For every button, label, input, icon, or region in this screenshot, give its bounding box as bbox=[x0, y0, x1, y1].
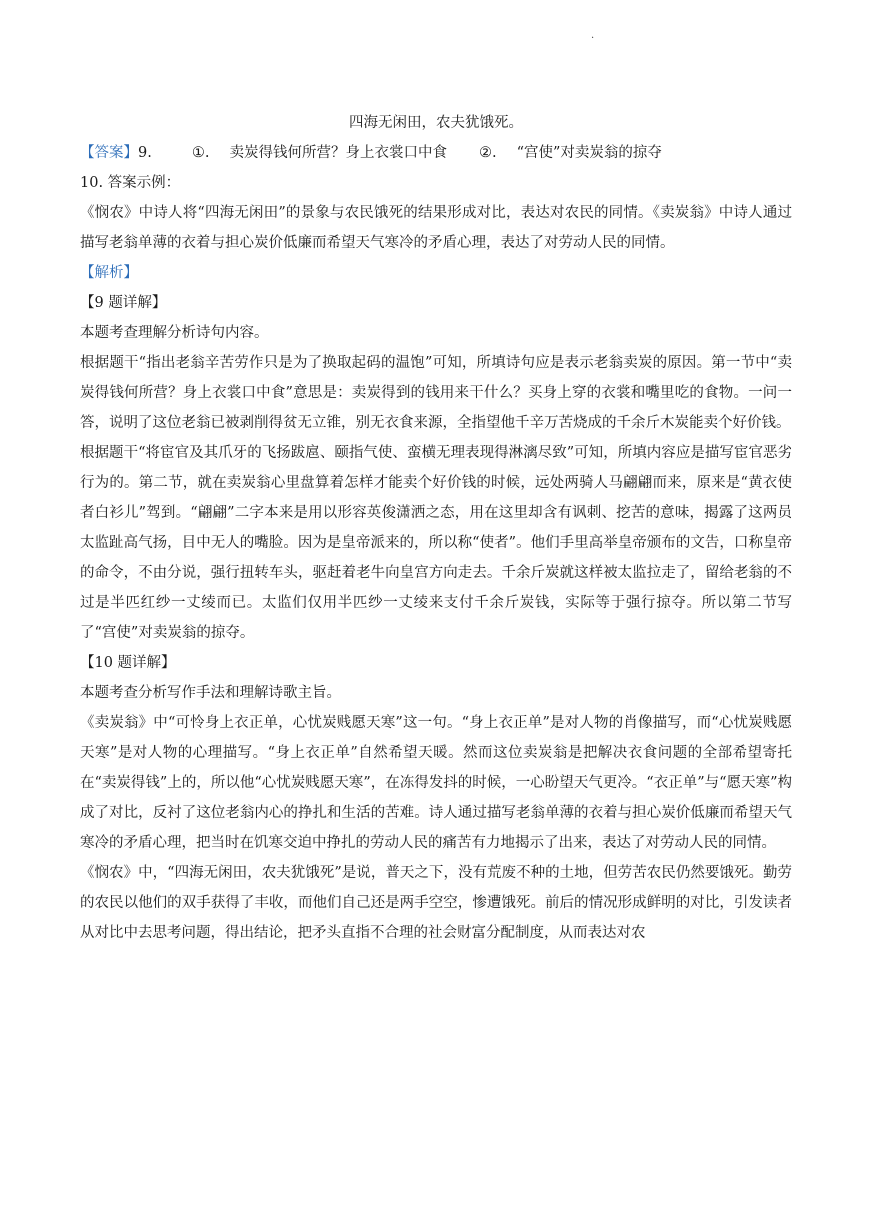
q9-heading: 【9 题详解】 bbox=[80, 295, 167, 311]
answer-q9-item2-text: “宫使”对卖炭翁的掠夺 bbox=[516, 145, 662, 161]
q9-paragraph-1: 根据题干“指出老翁辛苦劳作只是为了换取起码的温饱”可知，所填诗句应是表示老翁卖炭的原因。第一节中“卖炭得钱何所营？身上衣裳口中食”意思是：卖炭得到的钱用来干什么？买身上穿的衣裳和嘴里吃的食物。一问一答，说明了这位老翁已被剥削得贫无立锥，别无衣食来源，全指望他千辛万苦烧成的千余斤木炭能卖个好价钱。 bbox=[80, 355, 792, 431]
analysis-tag: 【解析】 bbox=[80, 265, 138, 281]
q9-intro: 本题考查理解分析诗句内容。 bbox=[80, 325, 269, 341]
q10-intro: 本题考查分析写作手法和理解诗歌主旨。 bbox=[80, 685, 341, 701]
answer-q9-line bbox=[80, 138, 792, 168]
poem-line: 四海无闲田，农夫犹饿死。 bbox=[349, 115, 523, 131]
answer-q10-label: 10. 答案示例： bbox=[80, 175, 181, 191]
answer-q10-text: 《悯农》中诗人将“四海无闲田”的景象与农民饿死的结果形成对比，表达对农民的同情。《卖炭翁》中诗人通过描写老翁单薄的衣着与担心炭价低廉而希望天气寒冷的矛盾心理，表达了对劳动人民的同情。 bbox=[80, 205, 792, 251]
document-body bbox=[80, 108, 792, 948]
q10-paragraph-2: 《悯农》中，“四海无闲田，农夫犹饿死”是说，普天之下，没有荒废不种的土地，但劳苦农民仍然要饿死。勤劳的农民以他们的双手获得了丰收，而他们自己还是两手空空，惨遭饿死。前后的情况形成鲜明的对比，引发读者从对比中去思考问题，得出结论，把矛头直指不合理的社会财富分配制度，从而表达对农 bbox=[80, 865, 792, 941]
answer-q9-item1-text: 卖炭得钱何所营？身上衣裳口中食 bbox=[229, 145, 447, 161]
answer-tag: 【答案】 bbox=[80, 145, 138, 161]
q10-paragraph-1: 《卖炭翁》中“可怜身上衣正单，心忧炭贱愿天寒”这一句。“身上衣正单”是对人物的肖像描写，而“心忧炭贱愿天寒”是对人物的心理描写。“身上衣正单”自然希望天暖。然而这位卖炭翁是把解决衣食问题的全部希望寄托在“卖炭得钱”上的，所以他“心忧炭贱愿天寒”，在冻得发抖的时候，一心盼望天气更冷。“衣正单”与“愿天寒”构成了对比，反衬了这位老翁内心的挣扎和生活的苦难。诗人通过描写老翁单薄的衣着与担心炭价低廉而希望天气寒冷的矛盾心理，把当时在饥寒交迫中挣扎的劳动人民的痛苦有力地揭示了出来，表达了对劳动人民的同情。 bbox=[80, 715, 792, 851]
header-mark: . bbox=[591, 30, 595, 41]
answer-q9-item1-number: ①. bbox=[191, 145, 210, 161]
q10-heading: 【10 题详解】 bbox=[80, 655, 176, 671]
answer-q9-number: 9. bbox=[138, 145, 152, 161]
q9-paragraph-2: 根据题干“将宦官及其爪牙的飞扬跋扈、颐指气使、蛮横无理表现得淋漓尽致”可知，所填内容应是描写宦官恶劣行为的。第二节，就在卖炭翁心里盘算着怎样才能卖个好价钱的时候，远处两骑人马翩翩而来，原来是“黄衣使者白衫儿”驾到。“翩翩”二字本来是用以形容英俊潇洒之态，用在这里却含有讽刺、挖苦的意味，揭露了这两员太监趾高气扬，目中无人的嘴脸。因为是皇帝派来的，所以称“使者”。他们手里高举皇帝颁布的文告，口称皇帝的命令，不由分说，强行扭转车头，驱赶着老牛向皇宫方向走去。千余斤炭就这样被太监拉走了，留给老翁的不过是半匹红纱一丈绫而已。太监们仅用半匹纱一丈绫来支付千余斤炭钱，实际等于强行掠夺。所以第二节写了“宫使”对卖炭翁的掠夺。 bbox=[80, 445, 792, 641]
answer-q9-item2-number: ②. bbox=[478, 145, 497, 161]
